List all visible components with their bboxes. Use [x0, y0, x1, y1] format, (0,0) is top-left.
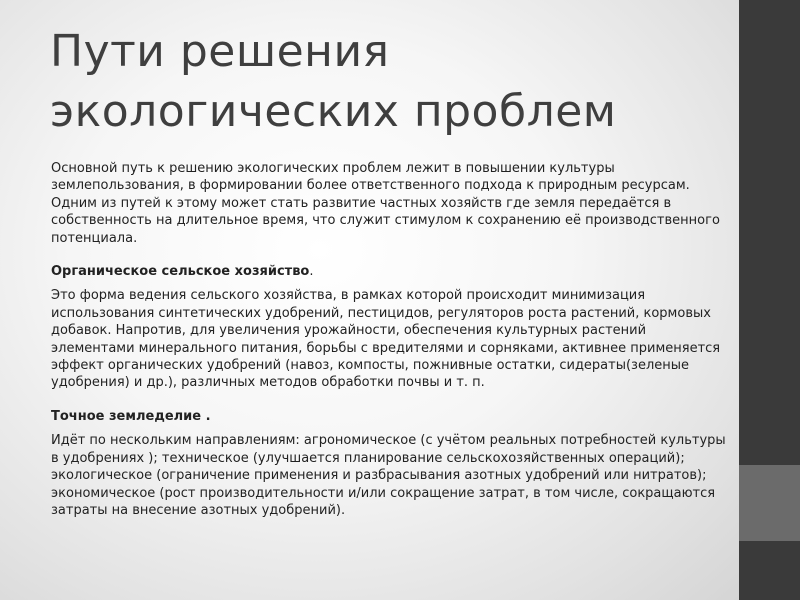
slide-content [51, 160, 733, 519]
intro-paragraph: Основной путь к решению экологических проблем лежит в повышении культуры землепользования, в формировании более ответственного подхода к природным ресурсам. Одним из путей к этому может стать развитие частных хозяйств где земля передаётся в собственность на длительное время, что служит стимулом к сохранению её производственного потенциала. [51, 161, 720, 246]
sidebar-bar [739, 0, 800, 600]
slide-title-line-1: Пути решения [50, 26, 390, 77]
section-heading-precision-suffix: . [201, 408, 211, 424]
slide-title-line-2: экологических проблем [50, 86, 617, 137]
sidebar-accent-block [739, 465, 800, 541]
section-heading-organic-text: Органическое сельское хозяйство [51, 264, 310, 280]
section-heading-organic-suffix: . [309, 264, 314, 280]
section-text-organic: Это форма ведения сельского хозяйства, в рамках которой происходит минимизация использования синтетических удобрений, пестицидов, регуляторов роста растений, кормовых добавок. Напротив, для увеличения урожайности, обеспечения культурных растений элементами минерального питания, борьбы с вредителями и сорняками, активнее применяется эффект органических удобрений (навоз, компосты, пожнивные остатки, сидераты(зеленые удобрения) и др.), различных методов обработки почвы и т. п. [51, 288, 721, 391]
slide-title [50, 22, 730, 142]
section-heading-organic [51, 263, 733, 280]
section-text-precision: Идёт по нескольким направлениям: агрономическое (с учётом реальных потребностей культуры в удобрениях ); техническое (улучшается планирование сельскохозяйственных операций); экологическое (ограничение применения и разбрасывания азотных удобрений или нитратов); экономическое (рост производительности и/или сокращение затрат, в том числе, сокращаются затраты на внесение азотных удобрений). [51, 433, 726, 518]
section-heading-precision-text: Точное земледелие [51, 408, 202, 424]
section-heading-precision [51, 408, 733, 425]
